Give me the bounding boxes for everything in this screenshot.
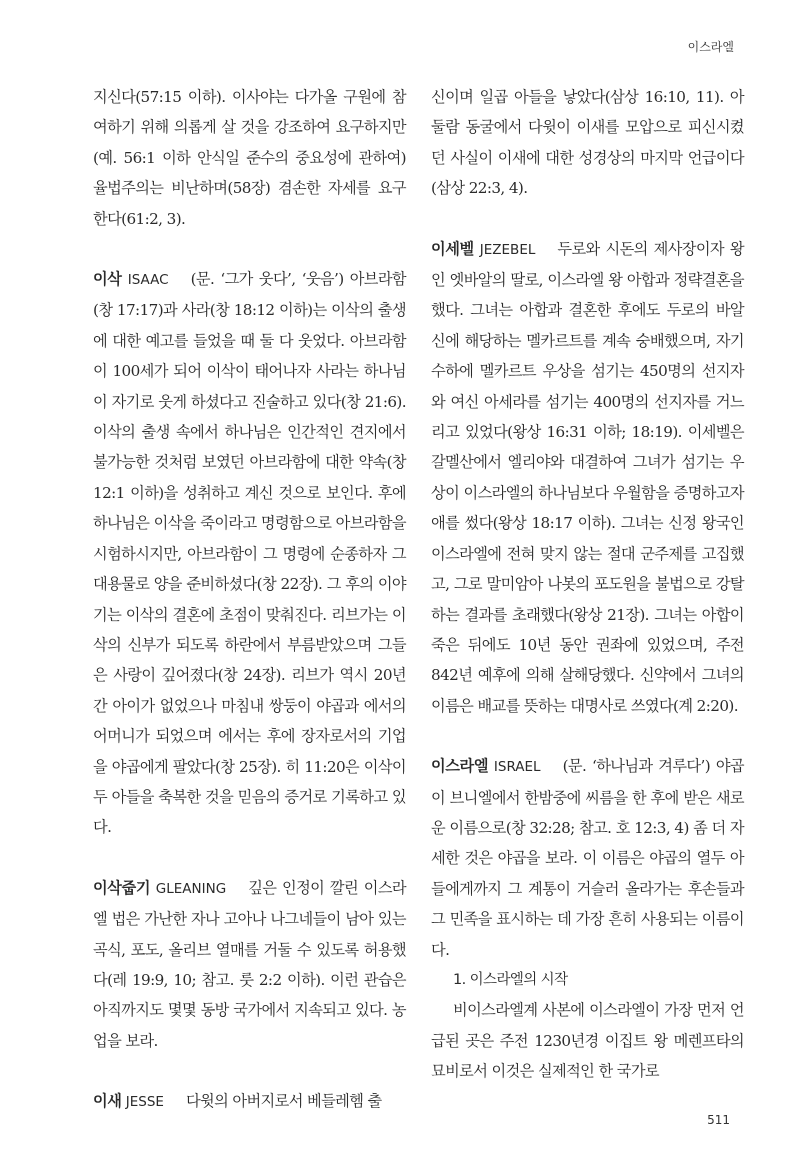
headword-ko: 이삭	[93, 270, 122, 289]
entry-jezebel	[431, 234, 744, 722]
subsection-text: 비이스라엘계 사본에 이스라엘이 가장 먼저 언급된 곳은 주전 1230년경 이집트 왕 메렌프타의 묘비로서 이것은 실제적인 한 국가로	[431, 1001, 744, 1081]
headword-en: JEZEBEL	[479, 241, 536, 258]
headword-ko: 이세벨	[431, 239, 474, 258]
headword-ko: 이삭줍기	[93, 878, 151, 897]
jesse-continuation: 신이며 일곱 아들을 낳았다(삼상 16:10, 11). 아둘람 동굴에서 다윗이 이새를 모압으로 피신시켰던 사실이 이새에 대한 성경상의 마지막 언급이다(삼상 22:3, 4).	[431, 88, 744, 198]
entry-gleaning	[93, 873, 406, 1056]
headword-ko: 이새	[93, 1092, 122, 1111]
headword-en: ISRAEL	[493, 759, 541, 776]
page-number: 511	[707, 1113, 730, 1127]
entry-israel	[431, 751, 744, 965]
entry-text: 다윗의 아버지로서 베들레헴 출	[185, 1092, 382, 1111]
right-column	[431, 82, 744, 1087]
entry-jesse	[93, 1086, 406, 1117]
left-column	[93, 82, 406, 1118]
entry-text: 깊은 인정이 깔린 이스라엘 법은 가난한 자나 고아나 나그네들이 남아 있는 곡식, 포도, 올리브 열매를 거둘 수 있도록 허용했다(레 19:9, 10; 참고. 룻 2:2 이하). 이런 관습은 아직까지도 몇몇 동방 국가에서 지속되고 있다. 농업을 보라.	[93, 878, 406, 1050]
intro-paragraph: 지신다(57:15 이하). 이사야는 다가올 구원에 참여하기 위해 의롭게 살 것을 강조하여 요구하지만(예. 56:1 이하 안식일 준수의 중요성에 관하여) 율법주의는 비난하며(58장) 겸손한 자세를 요구한다(61:2, 3).	[93, 88, 406, 228]
entry-text: 두로와 시돈의 제사장이자 왕인 엣바알의 딸로, 이스라엘 왕 아합과 정략결혼을 했다. 그녀는 아합과 결혼한 후에도 두로의 바알 신에 해당하는 멜카르트를 계속 숭배했으며, 자기 수하에 멜카르트 우상을 섬기는 450명의 선지자와 여신 아세라를 섬기는 400명의 선지자를 거느리고 있었다(왕상 16:31 이하; 18:19). 이세벨은 갈멜산에서 엘리야와 대결하여 그녀가 섬기는 우상이 이스라엘의 하나님보다 우월함을 증명하고자 애를 썼다(왕상 18:17 이하). 그녀는 신정 왕국인 이스라엘에 전혀 맞지 않는 절대 군주제를 고집했고, 그로 말미암아 나봇의 포도원을 불법으로 강탈하는 결과를 초래했다(왕상 21장). 그녀는 아합이 죽은 뒤에도 10년 동안 권좌에 있었으며, 주전 842년 예후에 의해 살해당했다. 신약에서 그녀의 이름은 배교를 뜻하는 대명사로 쓰였다(계 2:20).	[431, 239, 744, 715]
headword-en: ISAAC	[127, 272, 169, 289]
headword-en: JESSE	[125, 1094, 164, 1111]
headword-ko: 이스라엘	[431, 757, 489, 776]
headword-en: GLEANING	[155, 880, 227, 897]
running-head: 이스라엘	[687, 40, 734, 54]
subheading: 1. 이스라엘의 시작	[453, 971, 568, 988]
entry-text: (문. ‘하나님과 겨루다’) 야곱이 브니엘에서 한밤중에 씨름을 한 후에 받은 새로운 이름으로(창 32:28; 참고. 호 12:3, 4) 좀 더 자세한 것은 야곱을 보라. 이 이름은 야곱의 열두 아들에게까지 그 계통이 거슬러 올라가는 후손들과 그 민족을 표시하는 데 가장 흔히 사용되는 이름이다.	[431, 757, 744, 959]
entry-text: (문. ‘그가 웃다’, ‘웃음’) 아브라함(창 17:17)과 사라(창 18:12 이하)는 이삭의 출생에 대한 예고를 들었을 때 둘 다 웃었다. 아브라함이 100세가 되어 이삭이 태어나자 사라는 하나님이 자기로 웃게 하셨다고 진술하고 있다(창 21:6). 이삭의 출생 속에서 하나님은 인간적인 견지에서 불가능한 것처럼 보였던 아브라함에 대한 약속(창 12:1 이하)을 성취하고 계신 것으로 보인다. 후에 하나님은 이삭을 죽이라고 명령함으로 아브라함을 시험하시지만, 아브라함이 그 명령에 순종하자 그 대용물로 양을 준비하셨다(창 22장). 그 후의 이야기는 이삭의 결혼에 초점이 맞춰진다. 리브가는 이삭의 신부가 되도록 하란에서 부름받았으며 그들은 사랑이 깊어졌다(창 24장). 리브가 역시 20년간 아이가 없었으나 마침내 쌍둥이 야곱과 에서의 어머니가 되었으며 에서는 후에 장자로서의 기업을 야곱에게 팔았다(창 25장). 히 11:20은 이삭이 두 아들을 축복한 것을 믿음의 증거로 기록하고 있다.	[93, 270, 406, 837]
entry-isaac	[93, 264, 406, 843]
